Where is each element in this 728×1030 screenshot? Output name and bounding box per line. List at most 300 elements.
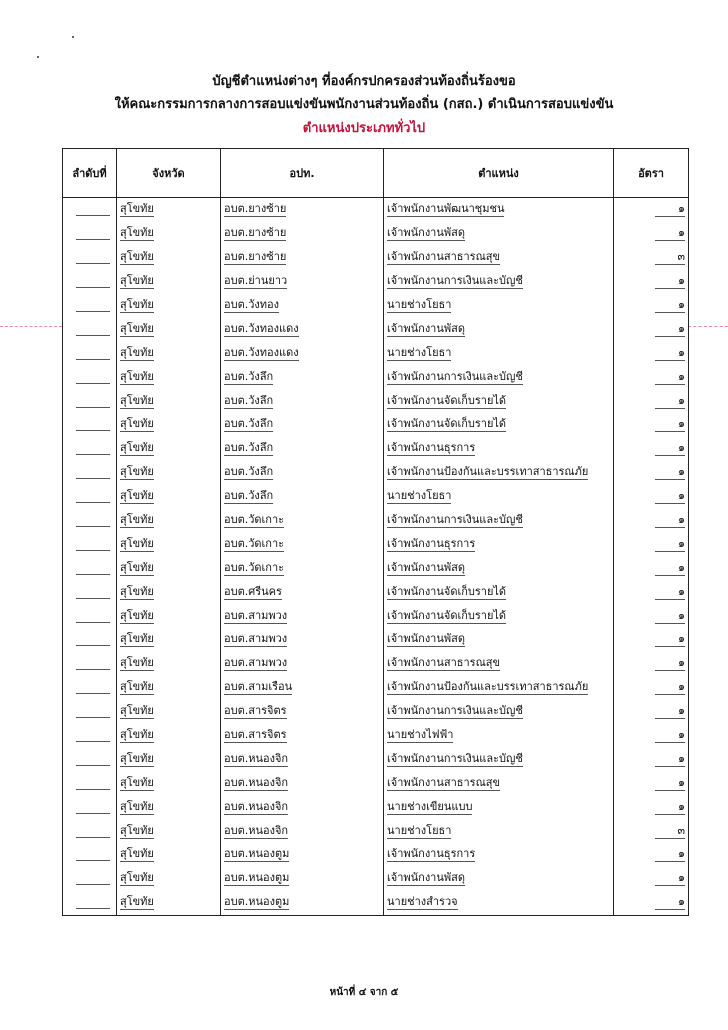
- cell-org: [221, 771, 384, 795]
- cell-org-text: อบต.หนองจิก: [224, 823, 289, 837]
- cell-province: [117, 700, 221, 724]
- scan-speck: [72, 36, 74, 38]
- cell-order-text: [76, 692, 110, 694]
- cell-rate: [614, 771, 689, 795]
- table-row: [63, 628, 689, 652]
- cell-org-text: อบต.หนองตูม: [224, 847, 290, 861]
- cell-order: [63, 867, 117, 891]
- cell-order: [63, 365, 117, 389]
- cell-rate: [614, 270, 689, 294]
- cell-order-text: [76, 334, 110, 336]
- table-row: [63, 843, 689, 867]
- cell-order: [63, 509, 117, 533]
- cell-org-text: อบต.วังลึก: [224, 417, 274, 431]
- cell-org-text: อบต.วังลึก: [224, 369, 274, 383]
- cell-order: [63, 317, 117, 341]
- cell-org-text: อบต.หนองจิก: [224, 751, 289, 765]
- cell-position: [384, 198, 614, 222]
- cell-order: [63, 461, 117, 485]
- cell-province-text: สุโขทัย: [120, 202, 154, 216]
- cell-order-text: [76, 859, 110, 861]
- cell-order-text: [76, 907, 110, 909]
- cell-order-text: [76, 621, 110, 623]
- cell-rate-text: ๑: [655, 370, 685, 385]
- cell-province: [117, 867, 221, 891]
- cell-org: [221, 198, 384, 222]
- cell-position: [384, 437, 614, 461]
- cell-order: [63, 747, 117, 771]
- cell-position: [384, 652, 614, 676]
- cell-province-text: สุโขทัย: [120, 465, 154, 479]
- cell-rate-text: ๑: [655, 776, 685, 791]
- cell-order: [63, 795, 117, 819]
- cell-rate: [614, 819, 689, 843]
- table-row: [63, 580, 689, 604]
- cell-position-text: เจ้าพนักงานการเงินและบัญชี: [387, 513, 523, 527]
- cell-position: [384, 294, 614, 318]
- cell-order-text: [76, 477, 110, 479]
- cell-order: [63, 843, 117, 867]
- table-row: [63, 246, 689, 270]
- cell-province-text: สุโขทัย: [120, 417, 154, 431]
- cell-org: [221, 891, 384, 915]
- cell-rate: [614, 580, 689, 604]
- cell-org-text: อบต.วัดเกาะ: [224, 560, 285, 574]
- table-row: [63, 341, 689, 365]
- table-row: [63, 867, 689, 891]
- cell-order-text: [76, 310, 110, 312]
- cell-order: [63, 270, 117, 294]
- cell-order: [63, 700, 117, 724]
- cell-org: [221, 676, 384, 700]
- cell-org: [221, 509, 384, 533]
- cell-order: [63, 246, 117, 270]
- cell-position: [384, 485, 614, 509]
- cell-rate: [614, 604, 689, 628]
- cell-rate: [614, 365, 689, 389]
- cell-org: [221, 389, 384, 413]
- cell-org-text: อบต.วังลึก: [224, 441, 274, 455]
- cell-province: [117, 270, 221, 294]
- cell-position-text: นายช่างโยธา: [387, 489, 452, 503]
- cell-order: [63, 891, 117, 915]
- cell-order: [63, 532, 117, 556]
- cell-province-text: สุโขทัย: [120, 823, 154, 837]
- cell-org-text: อบต.วังทองแดง: [224, 321, 299, 335]
- cell-province-text: สุโขทัย: [120, 799, 154, 813]
- cell-position-text: เจ้าพนักงานธุรการ: [387, 536, 476, 550]
- cell-org: [221, 270, 384, 294]
- cell-rate: [614, 532, 689, 556]
- cell-order-text: [76, 214, 110, 216]
- cell-org: [221, 747, 384, 771]
- cell-order: [63, 222, 117, 246]
- cell-org: [221, 365, 384, 389]
- document-subtitle: ให้คณะกรรมการกลางการสอบแข่งขันพนักงานส่วนท้องถิ่น (กสถ.) ดำเนินการสอบแข่งขัน: [114, 97, 614, 112]
- cell-position: [384, 724, 614, 748]
- cell-org: [221, 485, 384, 509]
- cell-order: [63, 294, 117, 318]
- cell-province: [117, 628, 221, 652]
- table-row: [63, 604, 689, 628]
- table-row: [63, 891, 689, 915]
- cell-org: [221, 604, 384, 628]
- cell-rate-text: ๑: [655, 632, 685, 647]
- cell-org: [221, 867, 384, 891]
- cell-org: [221, 795, 384, 819]
- cell-position: [384, 509, 614, 533]
- cell-province: [117, 294, 221, 318]
- cell-province: [117, 819, 221, 843]
- cell-position: [384, 556, 614, 580]
- cell-order: [63, 485, 117, 509]
- cell-province: [117, 509, 221, 533]
- cell-province-text: สุโขทัย: [120, 728, 154, 742]
- cell-province: [117, 724, 221, 748]
- table-row: [63, 747, 689, 771]
- cell-org: [221, 532, 384, 556]
- cell-order-text: [76, 764, 110, 766]
- cell-position-text: เจ้าพนักงานจัดเก็บรายได้: [387, 608, 507, 622]
- cell-province: [117, 843, 221, 867]
- cell-position-text: เจ้าพนักงานป้องกันและบรรเทาสาธารณภัย: [387, 465, 589, 479]
- cell-org-text: อบต.สามพวง: [224, 632, 288, 646]
- cell-province: [117, 413, 221, 437]
- cell-position-text: เจ้าพนักงานการเงินและบัญชี: [387, 369, 523, 383]
- cell-province-text: สุโขทัย: [120, 298, 154, 311]
- cell-rate-text: ๑: [655, 298, 685, 313]
- cell-rate-text: ๑: [655, 728, 685, 743]
- cell-org-text: อบต.วังทองแดง: [224, 345, 299, 359]
- cell-org: [221, 461, 384, 485]
- cell-order-text: [76, 644, 110, 646]
- cell-rate-text: ๑: [655, 202, 685, 217]
- cell-rate-text: ๑: [655, 895, 685, 910]
- cell-position: [384, 222, 614, 246]
- cell-rate: [614, 676, 689, 700]
- cell-org-text: อบต.สามเรือน: [224, 680, 293, 694]
- positions-table: [62, 148, 689, 916]
- cell-rate-text: ๑: [655, 441, 685, 456]
- cell-province-text: สุโขทัย: [120, 369, 154, 383]
- table-row: [63, 413, 689, 437]
- margin-guide-line: [0, 326, 62, 327]
- cell-position-text: เจ้าพนักงานการเงินและบัญชี: [387, 274, 523, 288]
- cell-order: [63, 628, 117, 652]
- cell-position: [384, 341, 614, 365]
- cell-org-text: อบต.วังลึก: [224, 393, 274, 407]
- cell-rate-text: ๑: [655, 226, 685, 241]
- cell-order-text: [76, 716, 110, 718]
- cell-province-text: สุโขทัย: [120, 536, 154, 550]
- cell-rate: [614, 652, 689, 676]
- cell-province: [117, 556, 221, 580]
- cell-position-text: นายช่างโยธา: [387, 298, 452, 311]
- cell-province: [117, 198, 221, 222]
- table-row: [63, 819, 689, 843]
- cell-rate-text: ๑: [655, 274, 685, 289]
- cell-position: [384, 413, 614, 437]
- cell-rate: [614, 843, 689, 867]
- cell-org-text: อบต.วังทอง: [224, 298, 280, 311]
- cell-position: [384, 532, 614, 556]
- document-title: บัญชีตำแหน่งต่างๆ ที่องค์กรปกครองส่วนท้องถิ่นร้องขอ: [212, 74, 516, 89]
- cell-position-text: เจ้าพนักงานธุรการ: [387, 847, 476, 861]
- cell-position-text: เจ้าพนักงานการเงินและบัญชี: [387, 704, 523, 718]
- cell-order-text: [76, 549, 110, 551]
- table-row: [63, 652, 689, 676]
- cell-province: [117, 580, 221, 604]
- cell-order: [63, 556, 117, 580]
- cell-province-text: สุโขทัย: [120, 632, 154, 646]
- cell-rate-text: ๓: [655, 250, 685, 265]
- cell-province-text: สุโขทัย: [120, 847, 154, 861]
- header-rate: อัตรา: [614, 149, 689, 198]
- cell-rate: [614, 795, 689, 819]
- cell-org: [221, 700, 384, 724]
- table-row: [63, 771, 689, 795]
- cell-org-text: อบต.หนองตูม: [224, 895, 290, 909]
- cell-order: [63, 580, 117, 604]
- cell-order: [63, 198, 117, 222]
- cell-org-text: อบต.สารจิตร: [224, 704, 287, 718]
- cell-rate: [614, 294, 689, 318]
- cell-order: [63, 771, 117, 795]
- header-org: อปท.: [221, 149, 384, 198]
- scan-speck: [37, 56, 39, 58]
- cell-position-text: เจ้าพนักงานจัดเก็บรายได้: [387, 417, 507, 431]
- cell-order-text: [76, 429, 110, 431]
- position-category-heading: ตำแหน่งประเภททั่วไป: [302, 121, 426, 136]
- cell-position: [384, 628, 614, 652]
- cell-province: [117, 771, 221, 795]
- cell-order: [63, 676, 117, 700]
- cell-order: [63, 819, 117, 843]
- cell-org-text: อบต.ยางซ้าย: [224, 202, 287, 216]
- cell-rate-text: ๑: [655, 871, 685, 886]
- table-row: [63, 198, 689, 222]
- cell-org-text: อบต.วังลึก: [224, 489, 274, 503]
- cell-province-text: สุโขทัย: [120, 345, 154, 359]
- cell-rate: [614, 700, 689, 724]
- table-row: [63, 700, 689, 724]
- cell-position-text: เจ้าพนักงานพัสดุ: [387, 226, 465, 240]
- cell-rate-text: ๑: [655, 704, 685, 719]
- cell-rate: [614, 556, 689, 580]
- table-row: [63, 485, 689, 509]
- cell-position: [384, 747, 614, 771]
- cell-org: [221, 294, 384, 318]
- cell-province: [117, 747, 221, 771]
- cell-order-text: [76, 597, 110, 599]
- cell-org: [221, 317, 384, 341]
- table-row: [63, 509, 689, 533]
- cell-province-text: สุโขทัย: [120, 656, 154, 670]
- cell-position: [384, 819, 614, 843]
- cell-rate: [614, 891, 689, 915]
- cell-position-text: เจ้าพนักงานสาธารณสุข: [387, 656, 501, 670]
- header-position: ตำแหน่ง: [384, 149, 614, 198]
- cell-rate: [614, 724, 689, 748]
- cell-position-text: เจ้าพนักงานธุรการ: [387, 441, 476, 455]
- cell-rate: [614, 628, 689, 652]
- cell-rate: [614, 485, 689, 509]
- cell-order: [63, 413, 117, 437]
- cell-position: [384, 771, 614, 795]
- cell-org-text: อบต.วัดเกาะ: [224, 513, 285, 527]
- cell-position-text: เจ้าพนักงานป้องกันและบรรเทาสาธารณภัย: [387, 680, 589, 694]
- cell-org-text: อบต.หนองจิก: [224, 775, 289, 789]
- cell-org: [221, 652, 384, 676]
- cell-province-text: สุโขทัย: [120, 393, 154, 407]
- cell-province: [117, 437, 221, 461]
- cell-province: [117, 461, 221, 485]
- cell-position-text: นายช่างไฟฟ้า: [387, 728, 454, 742]
- cell-order-text: [76, 883, 110, 885]
- cell-province: [117, 222, 221, 246]
- table-header-row: [63, 149, 689, 198]
- cell-province-text: สุโขทัย: [120, 704, 154, 718]
- cell-org: [221, 819, 384, 843]
- cell-province: [117, 676, 221, 700]
- cell-org-text: อบต.สามพวง: [224, 656, 288, 670]
- cell-rate: [614, 413, 689, 437]
- header-order: ลำดับที่: [63, 149, 117, 198]
- cell-order-text: [76, 382, 110, 384]
- cell-province-text: สุโขทัย: [120, 751, 154, 765]
- cell-org-text: อบต.สามพวง: [224, 608, 288, 622]
- margin-guide-line: [688, 326, 728, 327]
- cell-position-text: เจ้าพนักงานจัดเก็บรายได้: [387, 393, 507, 407]
- cell-province-text: สุโขทัย: [120, 489, 154, 503]
- cell-rate-text: ๑: [655, 585, 685, 600]
- header-province: จังหวัด: [117, 149, 221, 198]
- cell-order: [63, 389, 117, 413]
- cell-position-text: เจ้าพนักงานสาธารณสุข: [387, 250, 501, 264]
- cell-rate: [614, 437, 689, 461]
- cell-position-text: เจ้าพนักงานพัสดุ: [387, 321, 465, 335]
- cell-org: [221, 222, 384, 246]
- cell-org-text: อบต.วัดเกาะ: [224, 536, 285, 550]
- cell-rate-text: ๓: [655, 824, 685, 839]
- cell-position: [384, 580, 614, 604]
- cell-position-text: นายช่างสำรวจ: [387, 895, 458, 909]
- table-row: [63, 556, 689, 580]
- cell-order-text: [76, 286, 110, 288]
- table-row: [63, 365, 689, 389]
- cell-province-text: สุโขทัย: [120, 584, 154, 598]
- cell-rate-text: ๑: [655, 322, 685, 337]
- cell-org-text: อบต.ยางซ้าย: [224, 250, 287, 264]
- cell-province-text: สุโขทัย: [120, 226, 154, 240]
- cell-rate: [614, 198, 689, 222]
- cell-rate: [614, 461, 689, 485]
- cell-province: [117, 341, 221, 365]
- cell-order-text: [76, 836, 110, 838]
- cell-province: [117, 795, 221, 819]
- cell-order-text: [76, 262, 110, 264]
- cell-org-text: อบต.ย่านยาว: [224, 274, 288, 288]
- cell-province-text: สุโขทัย: [120, 608, 154, 622]
- table-row: [63, 724, 689, 748]
- cell-org-text: อบต.สารจิตร: [224, 728, 287, 742]
- cell-position: [384, 246, 614, 270]
- cell-order-text: [76, 525, 110, 527]
- cell-province-text: สุโขทัย: [120, 775, 154, 789]
- cell-rate-text: ๑: [655, 656, 685, 671]
- cell-position-text: เจ้าพนักงานพัสดุ: [387, 871, 465, 885]
- cell-province-text: สุโขทัย: [120, 871, 154, 885]
- cell-position-text: เจ้าพนักงานพัฒนาชุมชน: [387, 202, 505, 216]
- table-row: [63, 532, 689, 556]
- cell-position-text: เจ้าพนักงานพัสดุ: [387, 632, 465, 646]
- cell-province: [117, 532, 221, 556]
- cell-position: [384, 389, 614, 413]
- cell-rate-text: ๑: [655, 394, 685, 409]
- cell-position: [384, 795, 614, 819]
- cell-order-text: [76, 406, 110, 408]
- cell-order: [63, 604, 117, 628]
- cell-rate-text: ๑: [655, 417, 685, 432]
- cell-position-text: เจ้าพนักงานสาธารณสุข: [387, 775, 501, 789]
- cell-rate: [614, 867, 689, 891]
- cell-position-text: เจ้าพนักงานพัสดุ: [387, 560, 465, 574]
- cell-position: [384, 317, 614, 341]
- cell-position: [384, 365, 614, 389]
- table-row: [63, 317, 689, 341]
- cell-order-text: [76, 358, 110, 360]
- cell-position: [384, 676, 614, 700]
- cell-order-text: [76, 788, 110, 790]
- cell-rate-text: ๑: [655, 561, 685, 576]
- cell-org: [221, 341, 384, 365]
- cell-position: [384, 604, 614, 628]
- cell-org: [221, 246, 384, 270]
- cell-order-text: [76, 573, 110, 575]
- cell-rate: [614, 246, 689, 270]
- cell-province: [117, 317, 221, 341]
- cell-province: [117, 891, 221, 915]
- cell-rate-text: ๑: [655, 680, 685, 695]
- cell-order-text: [76, 668, 110, 670]
- cell-rate: [614, 389, 689, 413]
- cell-province-text: สุโขทัย: [120, 274, 154, 288]
- cell-order: [63, 652, 117, 676]
- cell-rate: [614, 222, 689, 246]
- table-row: [63, 676, 689, 700]
- cell-org: [221, 724, 384, 748]
- cell-position-text: นายช่างเขียนแบบ: [387, 799, 473, 813]
- cell-order: [63, 341, 117, 365]
- cell-order-text: [76, 453, 110, 455]
- cell-org: [221, 556, 384, 580]
- cell-position: [384, 867, 614, 891]
- cell-org-text: อบต.ยางซ้าย: [224, 226, 287, 240]
- cell-province-text: สุโขทัย: [120, 680, 154, 694]
- table-row: [63, 389, 689, 413]
- cell-position-text: เจ้าพนักงานการเงินและบัญชี: [387, 751, 523, 765]
- table-row: [63, 461, 689, 485]
- cell-province-text: สุโขทัย: [120, 321, 154, 335]
- cell-order-text: [76, 740, 110, 742]
- cell-province-text: สุโขทัย: [120, 895, 154, 909]
- cell-org: [221, 628, 384, 652]
- table-row: [63, 294, 689, 318]
- cell-province-text: สุโขทัย: [120, 441, 154, 455]
- cell-org-text: อบต.ศรีนคร: [224, 584, 282, 598]
- table-row: [63, 437, 689, 461]
- cell-position: [384, 843, 614, 867]
